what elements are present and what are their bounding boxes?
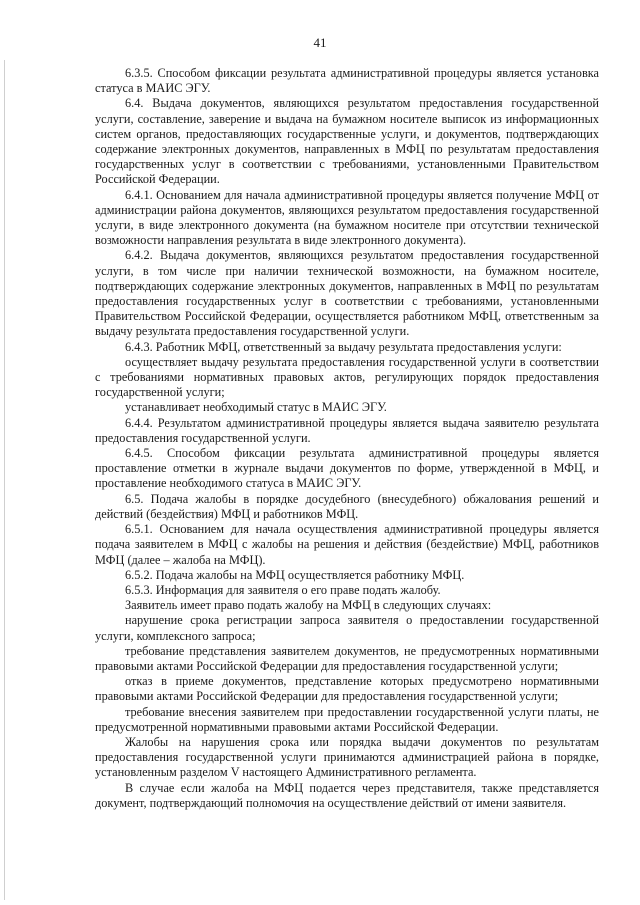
paragraph: 6.4.1. Основанием для начала административной процедуры является получение МФЦ от администрации района документов, являющихся результатом предоставления государственной услуги, в виде электронного документа (на бумажном носителе при отсутствии технической возможности направления результата в виде электронного документа). — [95, 187, 599, 248]
paragraph: осуществляет выдачу результата предоставления государственной услуги в соответствии с требованиями нормативных правовых актов, регулирующих порядок предоставления государственной услуги; — [95, 354, 599, 400]
paragraph: 6.4.4. Результатом административной процедуры является выдача заявителю результата предоставления государственной услуги. — [95, 415, 599, 445]
paragraph: устанавливает необходимый статус в МАИС ЭГУ. — [125, 400, 387, 415]
paragraph: нарушение срока регистрации запроса заявителя о предоставлении государственной услуги, комплексного запроса; — [95, 613, 599, 643]
paragraph: 6.4.2. Выдача документов, являющихся результатом предоставления государственной услуги, в том числе при наличии технической возможности, на бумажном носителе, подтверждающих содержание электронных документов, направленных в МФЦ по результатам предоставления государственных услуг в соответствии с требованиями, установленными Правительством Российской Федерации, осуществляется работником МФЦ, ответственным за выдачу результата предоставления государственной услуги. — [95, 248, 599, 339]
paragraph: 6.5.2. Подача жалобы на МФЦ осуществляется работнику МФЦ. — [125, 567, 465, 582]
paragraph: 6.4. Выдача документов, являющихся результатом предоставления государственной услуги, составление, заверение и выдача на бумажном носителе выписок из информационных систем органов, предоставляющих государственные услуги, и документов, подтверждающих содержание электронных документов, направленных в МФЦ по результатам предоставления государственных услуг в соответствии с требованиями, установленными Правительством Российской Федерации. — [95, 96, 599, 187]
scan-edge-line — [4, 60, 5, 900]
paragraph: В случае если жалоба на МФЦ подается через представителя, также представляется документ, подтверждающий полномочия на осуществление действий от имени заявителя. — [95, 780, 599, 810]
document-body — [95, 66, 599, 811]
page-number: 41 — [313, 35, 327, 50]
paragraph: 6.5.3. Информация для заявителя о его праве подать жалобу. — [125, 582, 441, 597]
paragraph: требование представления заявителем документов, не предусмотренных нормативными правовыми актами Российской Федерации для предоставления государственной услуги; — [95, 643, 599, 673]
paragraph: требование внесения заявителем при предоставлении государственной услуги платы, не предусмотренной нормативными правовыми актами Российской Федерации. — [95, 704, 599, 734]
paragraph: отказ в приеме документов, представление которых предусмотрено нормативными правовыми актами Российской Федерации для предоставления государственной услуги; — [95, 674, 599, 704]
paragraph: Заявитель имеет право подать жалобу на МФЦ в следующих случаях: — [125, 598, 492, 613]
paragraph: 6.4.5. Способом фиксации результата административной процедуры является проставление отметки в журнале выдачи документов по форме, утвержденной в МФЦ, и проставление необходимого статуса в МАИС ЭГУ. — [95, 446, 599, 491]
paragraph: 6.5.1. Основанием для начала осуществления административной процедуры является подача заявителем в МФЦ с жалобы на решения и действия (бездействие) МФЦ, работников МФЦ (далее – жалоба на МФЦ). — [95, 522, 599, 567]
paragraph: 6.4.3. Работник МФЦ, ответственный за выдачу результата предоставления услуги: — [125, 339, 562, 354]
paragraph: 6.3.5. Способом фиксации результата административной процедуры является установка статуса в МАИС ЭГУ. — [95, 66, 599, 96]
paragraph: Жалобы на нарушения срока или порядка выдачи документов по результатам предоставления государственной услуги принимаются администрацией района в порядке, установленным разделом V настоящего Административного регламента. — [95, 734, 599, 780]
paragraph: 6.5. Подача жалобы в порядке досудебного (внесудебного) обжалования решений и действий (бездействия) МФЦ и работников МФЦ. — [95, 491, 599, 521]
